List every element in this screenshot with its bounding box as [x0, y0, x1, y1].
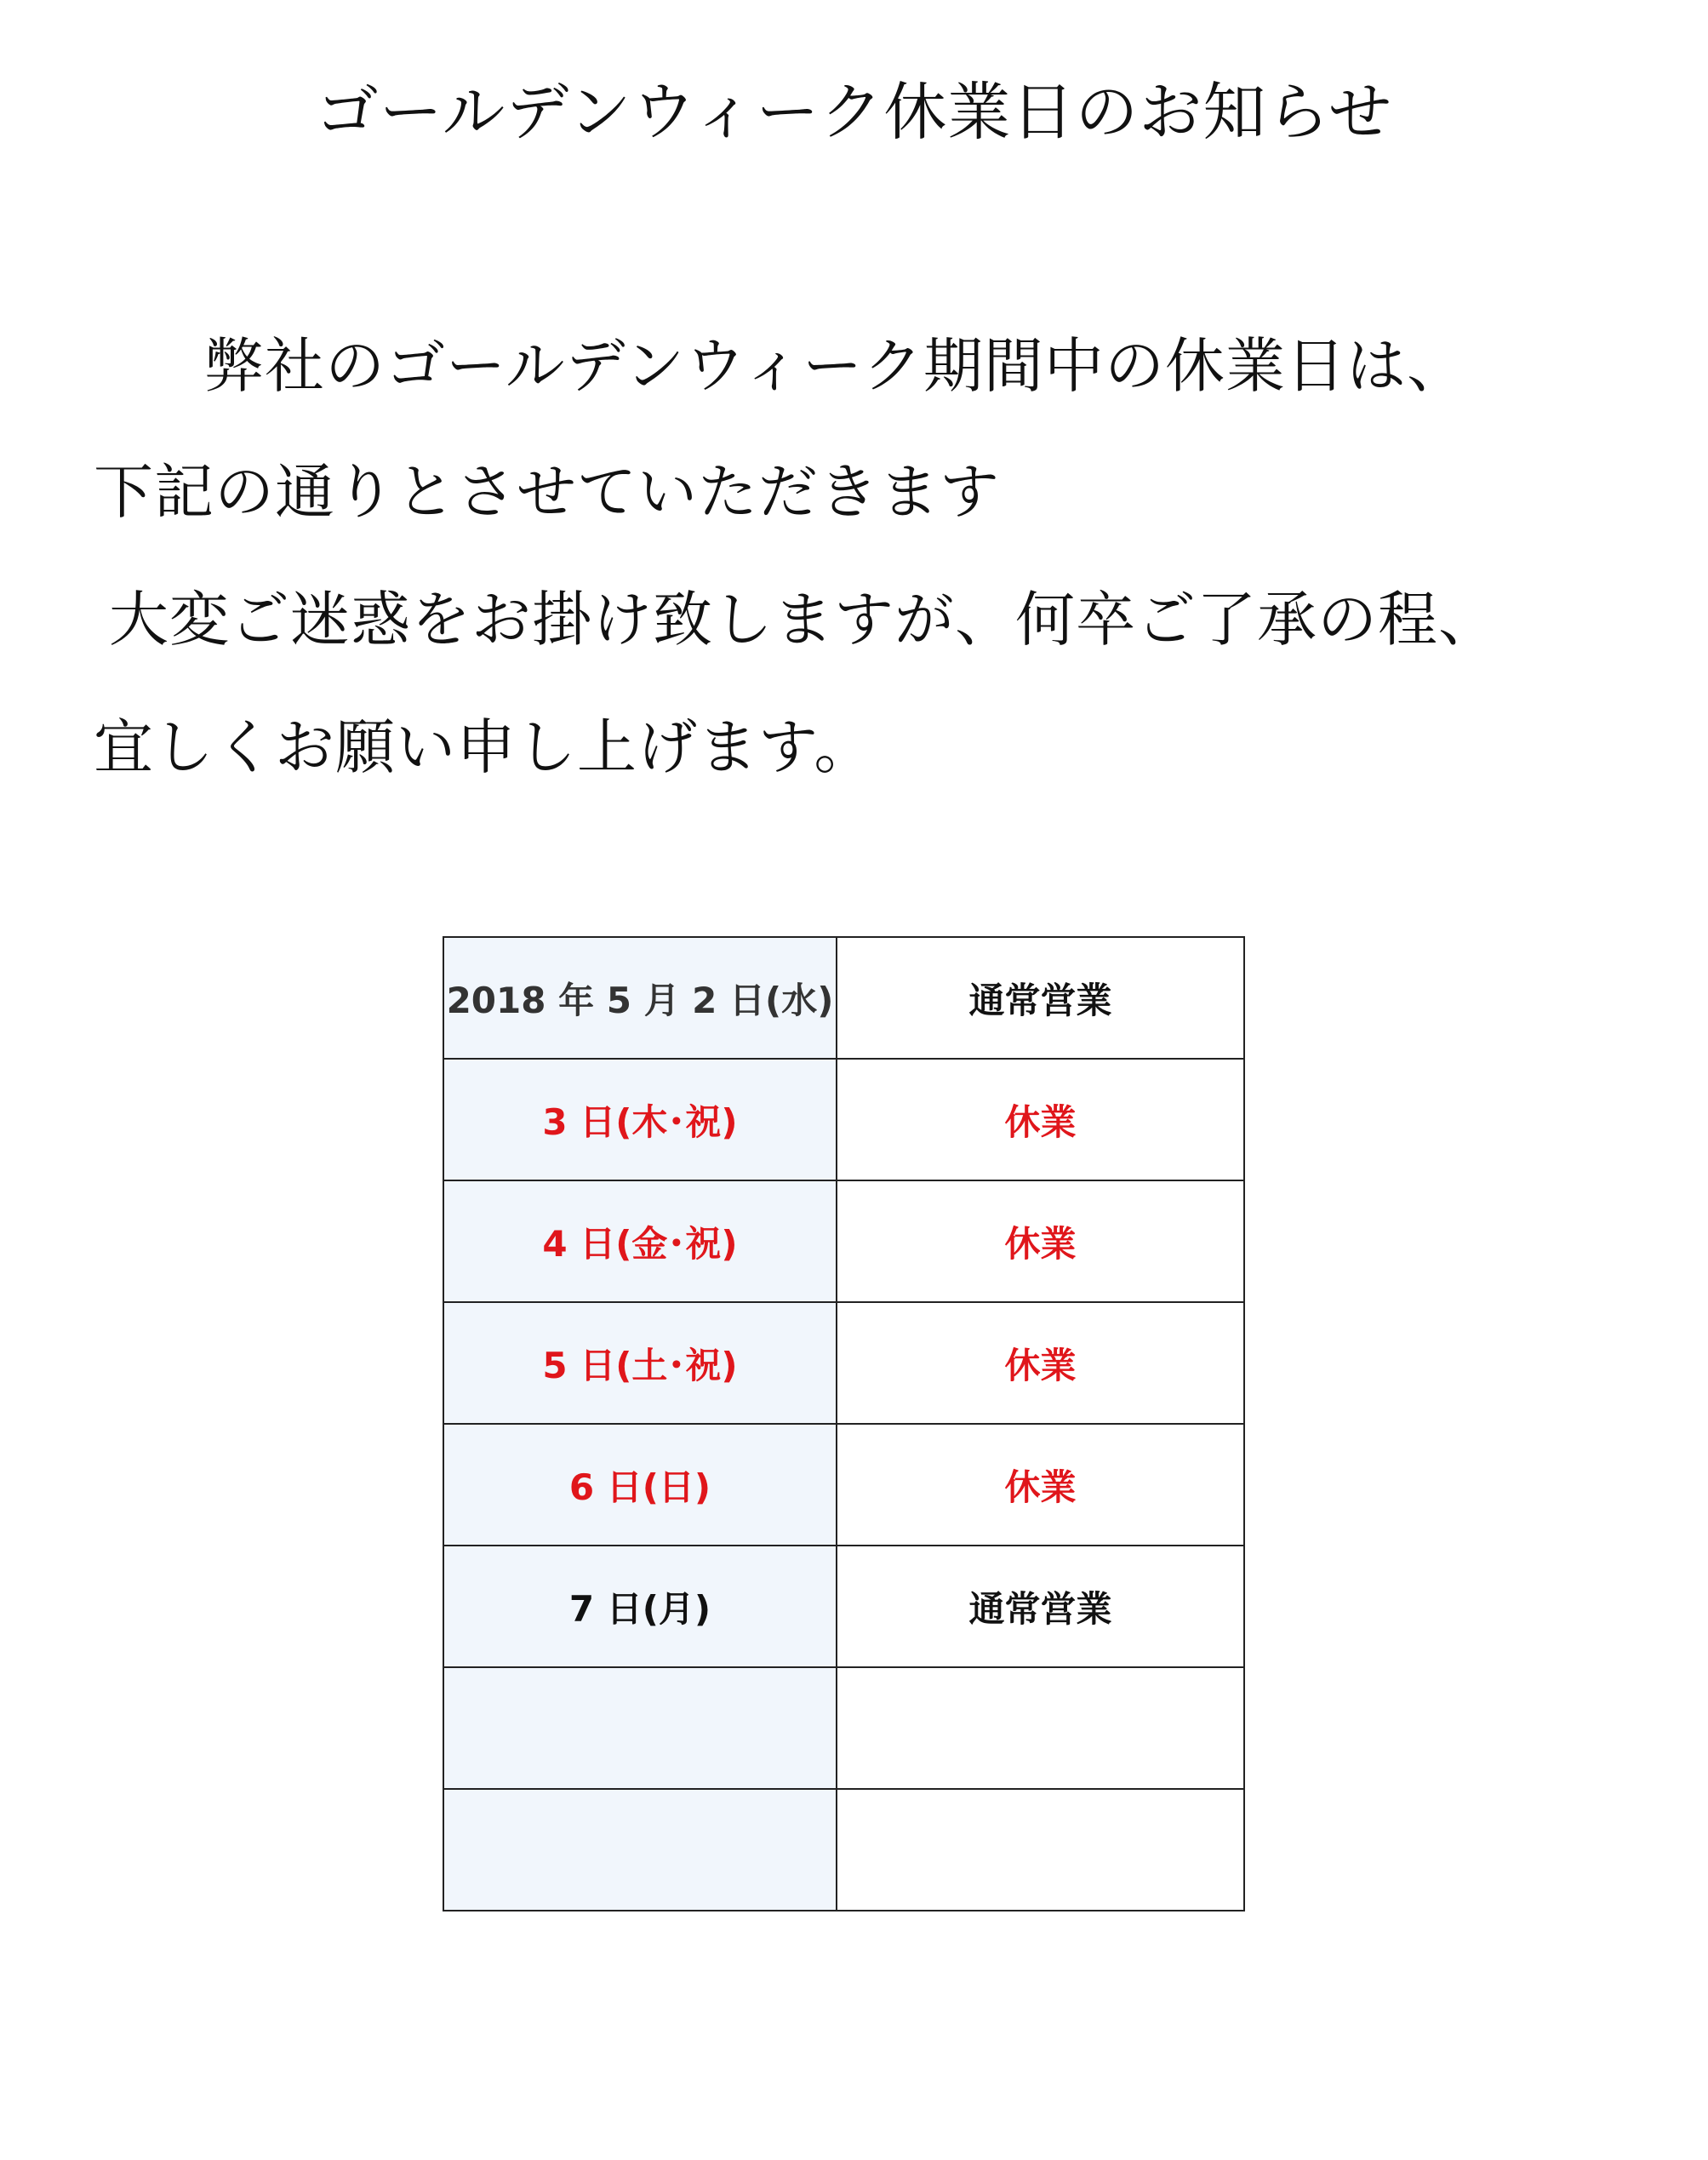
- status-cell: [837, 1789, 1244, 1911]
- table-row: [443, 937, 1244, 1059]
- table-row: [443, 1302, 1244, 1424]
- date-cell: 6 日(日): [443, 1424, 837, 1546]
- date-cell: 5 日(土･祝): [443, 1302, 837, 1424]
- notice-title: ゴールデンウィーク休業日のお知らせ: [315, 76, 1393, 149]
- status-cell: 休業: [837, 1180, 1244, 1302]
- table-row: [443, 1059, 1244, 1180]
- date-cell: [443, 1789, 837, 1911]
- status-cell: 休業: [837, 1059, 1244, 1180]
- status-cell: 通常営業: [837, 937, 1244, 1059]
- date-cell: 2018 年 5 月 2 日(水): [443, 937, 837, 1059]
- body-line-2: 下記の通りとさせていただきます: [94, 457, 1000, 527]
- body-line-4: 宜しくお願い申し上げます。: [94, 712, 875, 782]
- status-cell: 通常営業: [837, 1546, 1244, 1667]
- body-line-1: 弊社のゴールデンウィーク期間中の休業日は、: [204, 331, 1467, 401]
- status-cell: [837, 1667, 1244, 1789]
- date-cell: 3 日(木･祝): [443, 1059, 837, 1180]
- body-line-3: 大変ご迷惑をお掛け致しますが、何卒ご了承の程、: [109, 585, 1499, 654]
- table-row: [443, 1789, 1244, 1911]
- date-cell: [443, 1667, 837, 1789]
- status-cell: 休業: [837, 1302, 1244, 1424]
- date-cell: 7 日(月): [443, 1546, 837, 1667]
- table-row: [443, 1667, 1244, 1789]
- table-row: [443, 1546, 1244, 1667]
- table-row: [443, 1180, 1244, 1302]
- date-cell: 4 日(金･祝): [443, 1180, 837, 1302]
- status-cell: 休業: [837, 1424, 1244, 1546]
- table-row: [443, 1424, 1244, 1546]
- holiday-schedule-table: [443, 936, 1245, 1911]
